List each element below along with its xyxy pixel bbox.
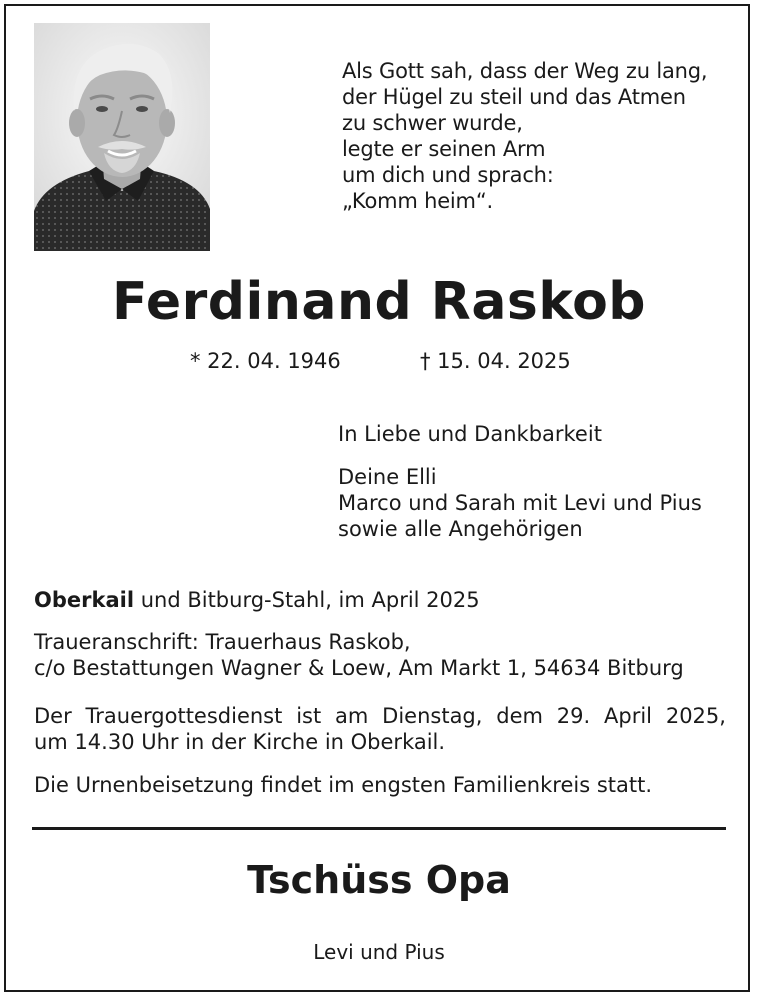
place-date-text: und Bitburg-Stahl, im April 2025 <box>134 588 480 612</box>
mourner-line: sowie alle Angehörigen <box>338 517 583 541</box>
address-line: Traueranschrift: Trauerhaus Raskob, <box>34 630 411 654</box>
mourning-address <box>34 629 726 681</box>
service-word: 29. <box>556 704 591 728</box>
birth-date: * 22. 04. 1946 <box>190 349 341 373</box>
service-word: Trauergottesdienst <box>85 704 283 728</box>
funeral-service <box>34 703 726 755</box>
service-line <box>34 703 726 729</box>
service-word: Der <box>34 704 72 728</box>
address-line: c/o Bestattungen Wagner & Loew, Am Markt 1, 54634 Bitburg <box>34 656 684 680</box>
service-word: 2025, <box>665 704 726 728</box>
service-word: Dienstag, <box>382 704 483 728</box>
mourners-intro: In Liebe und Dankbarkeit <box>338 422 602 446</box>
burial-text: Die Urnenbeisetzung findet im engsten Familienkreis statt. <box>34 773 653 797</box>
poem-line: zu schwer wurde, <box>342 111 523 135</box>
burial-note <box>34 772 726 798</box>
divider-line <box>32 827 726 830</box>
poem-line: Als Gott sah, dass der Weg zu lang, <box>342 59 708 83</box>
mourner-line: Marco und Sarah mit Levi und Pius <box>338 491 702 515</box>
service-word: ist <box>296 704 322 728</box>
place-date-line <box>34 587 726 613</box>
poem-line: der Hügel zu steil und das Atmen <box>342 85 686 109</box>
service-line: um 14.30 Uhr in der Kirche in Oberkail. <box>34 730 446 754</box>
deceased-name: Ferdinand Raskob <box>111 272 647 332</box>
service-word: dem <box>496 704 543 728</box>
service-word: April <box>604 704 653 728</box>
place-name: Oberkail <box>34 588 135 612</box>
mourners-list <box>338 464 702 542</box>
poem <box>342 58 707 214</box>
portrait-photo <box>34 23 210 251</box>
mourner-line: Deine Elli <box>338 465 437 489</box>
poem-line: um dich und sprach: <box>342 163 554 187</box>
death-date: † 15. 04. 2025 <box>420 349 571 373</box>
service-word: am <box>335 704 369 728</box>
farewell-signers: Levi und Pius <box>313 940 445 964</box>
poem-line: „Komm heim“. <box>342 189 493 213</box>
poem-line: legte er seinen Arm <box>342 137 546 161</box>
farewell-title: Tschüss Opa <box>247 858 511 902</box>
